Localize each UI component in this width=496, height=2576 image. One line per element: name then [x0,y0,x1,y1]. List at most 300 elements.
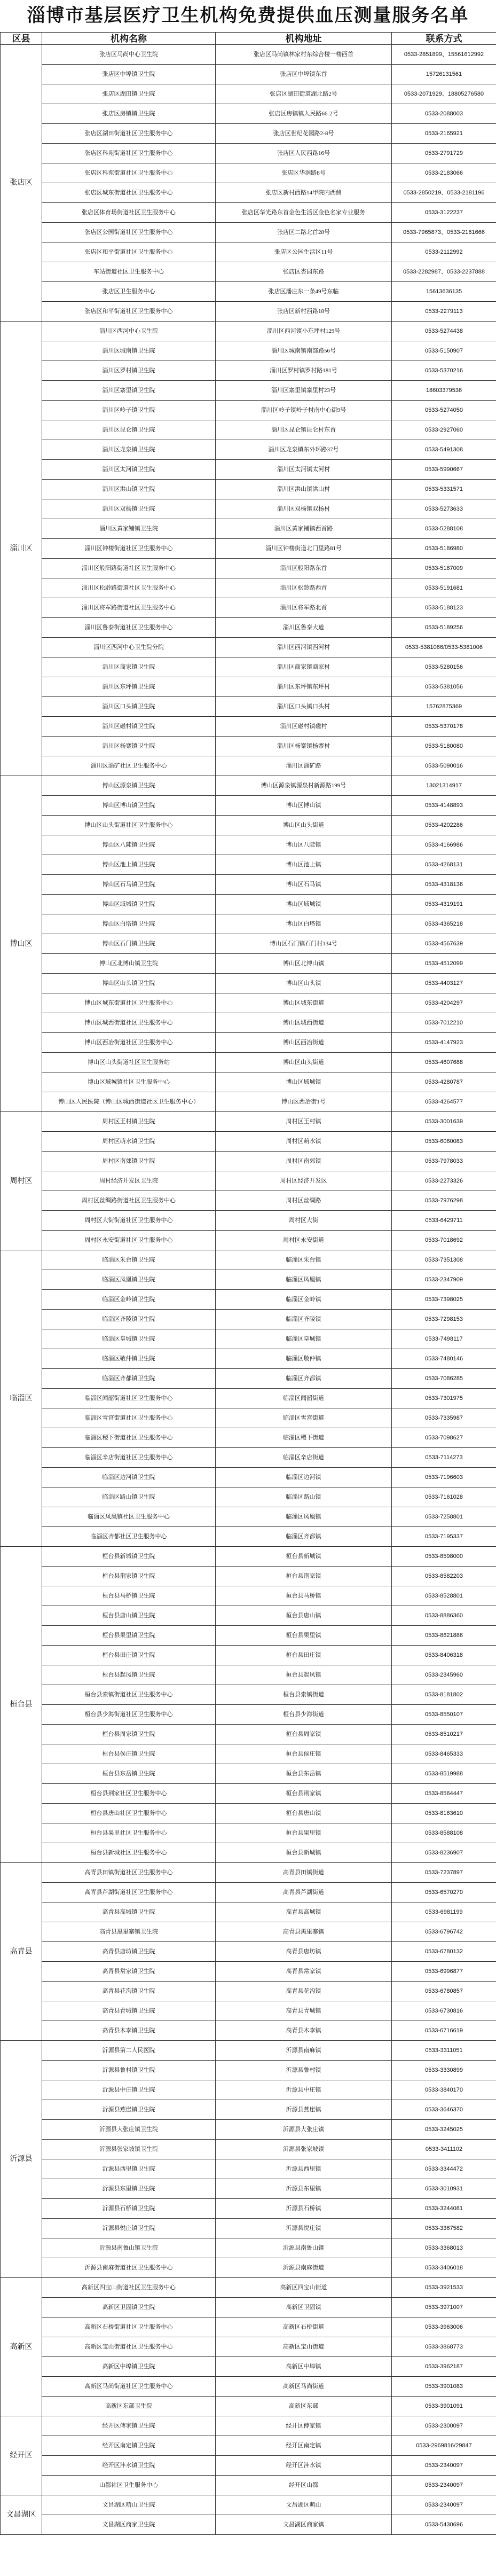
contact-phone-cell: 0533-2345960 [392,1665,496,1685]
institution-address-cell: 周村区经济开发区 [216,1171,392,1191]
institution-name-cell: 张店区科苑街道社区卫生服务中心 [42,163,216,183]
table-row [1,618,496,638]
institution-name-cell: 桓台县田庄镇卫生院 [42,1646,216,1665]
institution-name-cell: 沂源县南鲁山镇卫生院 [42,2238,216,2258]
table-row [1,1567,496,1586]
service-list-table [0,32,496,2535]
contact-phone-cell: 0533-3245025 [392,2120,496,2140]
institution-address-cell: 高青县花沟镇 [216,1982,392,2001]
institution-name-cell: 沂源县第二人民医院 [42,2041,216,2061]
region-cell: 桓台县 [1,1547,42,1863]
institution-address-cell: 淄川区口头镇口头村 [216,697,392,717]
institution-name-cell: 淄川区鲁泰街道社区卫生服务中心 [42,618,216,638]
institution-name-cell: 沂源县鲁村镇卫生院 [42,2061,216,2080]
table-row [1,2120,496,2140]
contact-phone-cell: 0533-7195337 [392,1527,496,1547]
contact-phone-cell: 15762875369 [392,697,496,717]
institution-name-cell: 沂源县大张庄镇卫生院 [42,2120,216,2140]
table-row [1,954,496,974]
contact-phone-cell: 0533-3010931 [392,2179,496,2199]
table-row [1,717,496,737]
contact-phone-cell: 0533-3921533 [392,2278,496,2298]
table-row [1,697,496,717]
institution-address-cell: 临淄区敬仲镇 [216,1349,392,1369]
institution-address-cell: 临淄区雪宫街道 [216,1408,392,1428]
table-row [1,1171,496,1191]
contact-phone-cell: 0533-6981199 [392,1902,496,1922]
institution-address-cell: 张店区新村西路14甲院内西侧 [216,183,392,203]
institution-address-cell: 淄川区商家镇商家村 [216,657,392,677]
contact-phone-cell: 0533-4147923 [392,1033,496,1053]
institution-name-cell: 张店区和平街道社区卫生服务中心 [42,302,216,322]
institution-address-cell: 淄川区龙泉镇东外环路37号 [216,440,392,460]
contact-phone-cell: 0533-4318136 [392,875,496,895]
institution-name-cell: 高新区宝山街道社区卫生服务中心 [42,2337,216,2357]
contact-phone-cell: 0533-8550107 [392,1705,496,1725]
contact-phone-cell: 0533-7114273 [392,1448,496,1468]
institution-name-cell: 博山区山头街道社区卫生服务中心 [42,816,216,835]
institution-address-cell: 张店区杏园东路 [216,262,392,282]
table-row [1,934,496,954]
contact-phone-cell: 0533-6780857 [392,1982,496,2001]
institution-name-cell: 山都社区卫生服务中心 [42,2476,216,2495]
contact-phone-cell: 0533-5381066/0533-5381006 [392,638,496,657]
institution-name-cell: 临淄区雪宫街道社区卫生服务中心 [42,1408,216,1428]
contact-phone-cell: 0533-2791729 [392,144,496,163]
table-row [1,1290,496,1310]
institution-address-cell: 张店区湖田街道湖北路2号 [216,84,392,104]
institution-address-cell: 沂源县鲁村镇 [216,2061,392,2080]
institution-name-cell: 车站街道社区卫生服务中心 [42,262,216,282]
region-cell: 高新区 [1,2278,42,2416]
table-row [1,144,496,163]
table-row [1,1626,496,1646]
institution-address-cell: 文昌湖区商家镇 [216,2515,392,2535]
institution-address-cell: 周村区永安街道 [216,1231,392,1250]
institution-address-cell: 淄川区般阳路东首 [216,559,392,578]
contact-phone-cell: 0533-5191681 [392,578,496,598]
table-row [1,2100,496,2120]
table-row [1,1191,496,1211]
table-row [1,2298,496,2317]
table-row [1,1863,496,1883]
table-row [1,2199,496,2219]
institution-name-cell: 高青县黑里寨镇卫生院 [42,1922,216,1942]
institution-name-cell: 桓台县东岳镇卫生院 [42,1764,216,1784]
institution-address-cell: 博山区石门镇石门村134号 [216,934,392,954]
institution-name-cell: 周村区大街街道社区卫生服务中心 [42,1211,216,1231]
contact-phone-cell: 0533-3971007 [392,2298,496,2317]
table-row [1,460,496,480]
institution-address-cell: 博山区西冶街1号 [216,1092,392,1112]
contact-phone-cell: 0533-2969816/29847 [392,2436,496,2456]
table-row [1,2416,496,2436]
institution-address-cell: 高青县田镇街道 [216,1863,392,1883]
institution-address-cell: 博山区八陡镇 [216,835,392,855]
institution-address-cell: 高青县芦湖街道 [216,1883,392,1902]
contact-phone-cell: 0533-5381056 [392,677,496,697]
institution-address-cell: 张店区中埠镇东首 [216,65,392,84]
region-cell: 淄川区 [1,322,42,776]
institution-address-cell: 桓台县索镇街道 [216,1685,392,1705]
table-row [1,1329,496,1349]
contact-phone-cell: 0533-5288108 [392,519,496,539]
contact-phone-cell: 0533-3411102 [392,2140,496,2159]
contact-phone-cell: 0533-4280787 [392,1072,496,1092]
institution-address-cell: 淄川区洪山镇洪山村 [216,480,392,499]
table-row [1,816,496,835]
region-cell: 经开区 [1,2416,42,2495]
contact-phone-cell: 0533-4166986 [392,835,496,855]
institution-name-cell: 淄川区口头镇卫生院 [42,697,216,717]
institution-address-cell: 高新区宝山街道 [216,2337,392,2357]
table-row [1,1744,496,1764]
institution-name-cell: 高青县青城镇卫生院 [42,2001,216,2021]
institution-name-cell: 桓台县果里社区卫生服务中心 [42,1823,216,1843]
institution-address-cell: 桓台县起凤镇 [216,1665,392,1685]
institution-name-cell: 桓台县荆家社区卫生服务中心 [42,1784,216,1804]
table-row [1,124,496,144]
region-cell: 文昌湖区 [1,2495,42,2535]
institution-address-cell: 临淄区齐都镇 [216,1369,392,1389]
institution-address-cell: 博山区域城镇 [216,1072,392,1092]
institution-name-cell: 张店区体育场街道社区卫生服务中心 [42,203,216,223]
table-row [1,1072,496,1092]
contact-phone-cell: 0533-3646370 [392,2100,496,2120]
table-row [1,1962,496,1982]
table-row [1,65,496,84]
institution-address-cell: 高新区马尚街道 [216,2377,392,2397]
table-row [1,2238,496,2258]
institution-name-cell: 高新区中埠镇卫生院 [42,2357,216,2377]
institution-address-cell: 博山区城西街道 [216,1013,392,1033]
institution-address-cell: 临淄区凤凰镇 [216,1507,392,1527]
contact-phone-cell: 0533-5150907 [392,341,496,361]
institution-address-cell: 博山区山头街道 [216,1053,392,1072]
table-row [1,1725,496,1744]
institution-address-cell: 张店区华润路8号 [216,163,392,183]
table-row [1,756,496,776]
contact-phone-cell: 0533-6796742 [392,1922,496,1942]
contact-phone-cell: 0533-7298153 [392,1310,496,1329]
contact-phone-cell: 0533-5188123 [392,598,496,618]
table-row [1,875,496,895]
institution-address-cell: 博山区北博山镇 [216,954,392,974]
contact-phone-cell: 0533-2279113 [392,302,496,322]
institution-name-cell: 高新区四宝山街道社区卫生服务中心 [42,2278,216,2298]
contact-phone-cell: 0533-3963006 [392,2317,496,2337]
table-row [1,1527,496,1547]
table-row [1,1428,496,1448]
institution-name-cell: 博山区城西街道社区卫生服务中心 [42,1013,216,1033]
contact-phone-cell: 0533-4512099 [392,954,496,974]
institution-name-cell: 临淄区边河镇卫生院 [42,1468,216,1487]
region-cell: 周村区 [1,1112,42,1250]
table-body [1,45,496,2535]
contact-phone-cell: 0533-5274438 [392,322,496,341]
contact-phone-cell: 0533-3344472 [392,2159,496,2179]
institution-address-cell: 桓台县田庄镇 [216,1646,392,1665]
header-name: 机构名称 [42,33,216,45]
table-row [1,1349,496,1369]
contact-phone-cell: 0533-3901091 [392,2397,496,2416]
institution-address-cell: 临淄区齐都镇 [216,1527,392,1547]
contact-phone-cell: 0533-2340097 [392,2476,496,2495]
institution-address-cell: 经开区沣水镇 [216,2456,392,2476]
contact-phone-cell: 0533-8181802 [392,1685,496,1705]
institution-name-cell: 淄川区昆仑镇卫生院 [42,420,216,440]
contact-phone-cell: 0533-7161028 [392,1487,496,1507]
table-row [1,1468,496,1487]
institution-address-cell: 周村区王村镇 [216,1112,392,1132]
table-row [1,1092,496,1112]
institution-address-cell: 桓台县周家镇 [216,1725,392,1744]
table-row [1,796,496,816]
table-row [1,262,496,282]
institution-address-cell: 淄川区岭子镇岭子村南中心街9号 [216,401,392,420]
table-row [1,401,496,420]
institution-address-cell: 桓台县东岳镇 [216,1764,392,1784]
institution-address-cell: 高新区四宝山街道 [216,2278,392,2298]
header-address: 机构地址 [216,33,392,45]
institution-name-cell: 经开区沣水镇卫生院 [42,2456,216,2476]
institution-address-cell: 高新区中埠镇 [216,2357,392,2377]
table-row [1,282,496,302]
institution-name-cell: 临淄区敬仲镇卫生院 [42,1349,216,1369]
contact-phone-cell: 0533-5180080 [392,737,496,756]
institution-name-cell: 高青县常家镇卫生院 [42,1962,216,1982]
institution-name-cell: 博山区北博山镇卫生院 [42,954,216,974]
institution-address-cell: 沂源县南麻街道 [216,2258,392,2278]
header-region: 区县 [1,33,42,45]
table-row [1,1784,496,1804]
institution-name-cell: 周村区南郊镇卫生院 [42,1152,216,1171]
contact-phone-cell: 0533-5370216 [392,361,496,381]
table-row [1,895,496,914]
contact-phone-cell: 0533-3840170 [392,2080,496,2100]
institution-name-cell: 张店区马尚中心卫生院 [42,45,216,65]
institution-address-cell: 高新区卫固镇 [216,2298,392,2317]
institution-address-cell: 淄川区城南镇南部路56号 [216,341,392,361]
header-phone: 联系方式 [392,33,496,45]
contact-phone-cell: 0533-8588108 [392,1823,496,1843]
institution-address-cell: 桓台县唐山镇 [216,1804,392,1823]
contact-phone-cell: 0533-7335987 [392,1408,496,1428]
institution-name-cell: 沂源县南麻街道社区卫生服务中心 [42,2258,216,2278]
contact-phone-cell: 0533-2340097 [392,2495,496,2515]
institution-address-cell: 张店区人民西路16号 [216,144,392,163]
institution-address-cell: 临淄区齐陵镇 [216,1310,392,1329]
institution-name-cell: 临淄区齐都社区卫生服务中心 [42,1527,216,1547]
table-row [1,361,496,381]
institution-name-cell: 文昌湖区萌山卫生院 [42,2495,216,2515]
table-row [1,914,496,934]
table-row [1,2317,496,2337]
institution-address-cell: 临淄区闻韶街道 [216,1389,392,1408]
institution-name-cell: 高新区石桥街道社区卫生服务中心 [42,2317,216,2337]
institution-address-cell: 高青县青城镇 [216,2001,392,2021]
table-row [1,2001,496,2021]
contact-phone-cell: 0533-7398025 [392,1290,496,1310]
contact-phone-cell: 0533-2165921 [392,124,496,144]
table-row [1,1487,496,1507]
contact-phone-cell: 0533-4319191 [392,895,496,914]
institution-address-cell: 经开区傅家镇 [216,2416,392,2436]
institution-address-cell: 临淄区稷下街道 [216,1428,392,1448]
contact-phone-cell: 18603379536 [392,381,496,401]
institution-address-cell: 淄川区寨里镇寨里村23号 [216,381,392,401]
institution-address-cell: 淄川区钟楼街道北门里路81号 [216,539,392,559]
institution-address-cell: 经开区南定镇 [216,2436,392,2456]
institution-address-cell: 经开区山都 [216,2476,392,2495]
institution-name-cell: 临淄区凤凰镇社区卫生服务中心 [42,1507,216,1527]
table-row [1,1705,496,1725]
institution-name-cell: 淄川区磁村镇卫生院 [42,717,216,737]
table-row [1,341,496,361]
table-row [1,1646,496,1665]
contact-phone-cell: 0533-7351308 [392,1250,496,1270]
contact-phone-cell: 0533-3962187 [392,2357,496,2377]
institution-name-cell: 高青县木李镇卫生院 [42,2021,216,2041]
contact-phone-cell: 0533-3122237 [392,203,496,223]
institution-name-cell: 淄川区龙泉镇卫生院 [42,440,216,460]
contact-phone-cell: 0533-7237897 [392,1863,496,1883]
region-cell: 张店区 [1,45,42,322]
table-row [1,1843,496,1863]
contact-phone-cell: 0533-3868773 [392,2337,496,2357]
institution-address-cell: 文昌湖区萌山 [216,2495,392,2515]
institution-address-cell: 高青县常家镇 [216,1962,392,1982]
table-row [1,302,496,322]
institution-address-cell: 沂源县石桥镇 [216,2199,392,2219]
region-cell: 高青县 [1,1863,42,2041]
contact-phone-cell: 0533-4204297 [392,993,496,1013]
institution-name-cell: 高青县唐坊镇卫生院 [42,1942,216,1962]
institution-address-cell: 张店区新村西路18号 [216,302,392,322]
institution-address-cell: 淄川区太河镇太河村 [216,460,392,480]
institution-name-cell: 淄川区黄家铺镇卫生院 [42,519,216,539]
contact-phone-cell: 0533-2347909 [392,1270,496,1290]
table-row [1,2476,496,2495]
contact-phone-cell: 0533-6996877 [392,1962,496,1982]
institution-address-cell: 博山区白塔镇 [216,914,392,934]
institution-address-cell: 沂源县南鲁山镇 [216,2238,392,2258]
table-row [1,381,496,401]
institution-address-cell: 沂源县张家坡镇 [216,2140,392,2159]
institution-address-cell: 博山区城东街道 [216,993,392,1013]
table-row [1,2456,496,2476]
contact-phone-cell: 0533-8465333 [392,1744,496,1764]
region-cell: 沂源县 [1,2041,42,2278]
institution-address-cell: 沂源县悦庄镇 [216,2219,392,2238]
contact-phone-cell: 0533-3330899 [392,2061,496,2080]
institution-name-cell: 张店区湖田街道社区卫生服务中心 [42,124,216,144]
institution-address-cell: 博山区域城镇 [216,895,392,914]
contact-phone-cell: 0533-7976298 [392,1191,496,1211]
contact-phone-cell: 0533-5189256 [392,618,496,638]
institution-name-cell: 淄川区罗村镇卫生院 [42,361,216,381]
institution-name-cell: 张店区房镇镇卫生院 [42,104,216,124]
institution-address-cell: 周村区萌水镇 [216,1132,392,1152]
table-row [1,855,496,875]
table-row [1,2397,496,2416]
institution-name-cell: 淄川区钟楼街道社区卫生服务中心 [42,539,216,559]
institution-name-cell: 桓台县新城镇卫生院 [42,1547,216,1567]
table-row [1,163,496,183]
institution-address-cell: 高新区东部 [216,2397,392,2416]
contact-phone-cell: 0533-7196603 [392,1468,496,1487]
institution-name-cell: 淄川区西河中心卫生院分院 [42,638,216,657]
institution-name-cell: 沂源县东里镇卫生院 [42,2179,216,2199]
contact-phone-cell: 0533-8510217 [392,1725,496,1744]
contact-phone-cell: 0533-6060083 [392,1132,496,1152]
page-title: 淄博市基层医疗卫生机构免费提供血压测量服务名单 [27,6,469,26]
institution-address-cell: 桓台县唐山镇 [216,1606,392,1626]
institution-name-cell: 博山区白塔镇卫生院 [42,914,216,934]
table-row [1,559,496,578]
institution-name-cell: 张店区中埠镇卫生院 [42,65,216,84]
contact-phone-cell: 0533-8564447 [392,1784,496,1804]
contact-phone-cell: 0533-7098627 [392,1428,496,1448]
institution-address-cell: 高青县唐坊镇 [216,1942,392,1962]
institution-name-cell: 张店区公园街道社区卫生服务中心 [42,223,216,242]
institution-address-cell: 博山区池上镇 [216,855,392,875]
contact-phone-cell: 0533-5370178 [392,717,496,737]
contact-phone-cell: 0533-6570270 [392,1883,496,1902]
institution-address-cell: 桓台县新城镇 [216,1843,392,1863]
table-row [1,2080,496,2100]
contact-phone-cell: 0533-2850219、0533-2181196 [392,183,496,203]
institution-name-cell: 张店区和平街道社区卫生服务中心 [42,242,216,262]
institution-name-cell: 高青县田镇街道社区卫生服务中心 [42,1863,216,1883]
institution-address-cell: 临淄区边河镇 [216,1468,392,1487]
table-row [1,1922,496,1942]
institution-address-cell: 临淄区路山镇 [216,1487,392,1507]
contact-phone-cell: 0533-4607688 [392,1053,496,1072]
institution-address-cell: 淄川区双杨镇双杨村 [216,499,392,519]
region-cell: 临淄区 [1,1250,42,1547]
institution-name-cell: 博山区池上镇卫生院 [42,855,216,875]
institution-name-cell: 临淄区齐陵镇卫生院 [42,1310,216,1329]
institution-address-cell: 淄川区罗村镇罗村路181号 [216,361,392,381]
table-row [1,1132,496,1152]
contact-phone-cell: 0533-2112992 [392,242,496,262]
institution-name-cell: 博山区西冶街道社区卫生服务中心 [42,1033,216,1053]
institution-address-cell: 淄川区昆仑镇昆仑村东首 [216,420,392,440]
institution-name-cell: 张店区湖田镇卫生院 [42,84,216,104]
institution-address-cell: 周村区大街 [216,1211,392,1231]
table-row [1,203,496,223]
table-row [1,677,496,697]
institution-name-cell: 桓台县荆家镇卫生院 [42,1567,216,1586]
contact-phone-cell: 0533-5331571 [392,480,496,499]
contact-phone-cell: 0533-3001639 [392,1112,496,1132]
table-row [1,835,496,855]
institution-name-cell: 临淄区齐都镇卫生院 [42,1369,216,1389]
contact-phone-cell: 0533-6730816 [392,2001,496,2021]
contact-phone-cell: 0533-4268131 [392,855,496,875]
table-row [1,1764,496,1784]
contact-phone-cell: 0533-5273633 [392,499,496,519]
institution-address-cell: 桓台县新城镇 [216,1547,392,1567]
institution-name-cell: 临淄区皇城镇卫生院 [42,1329,216,1349]
institution-name-cell: 桓台县新城社区卫生服务中心 [42,1843,216,1863]
contact-phone-cell: 0533-2071929、18805276580 [392,84,496,104]
contact-phone-cell: 0533-8598000 [392,1547,496,1567]
institution-address-cell: 张店区公园生活区11号 [216,242,392,262]
institution-name-cell: 桓台县起凤镇卫生院 [42,1665,216,1685]
table-row [1,2179,496,2199]
